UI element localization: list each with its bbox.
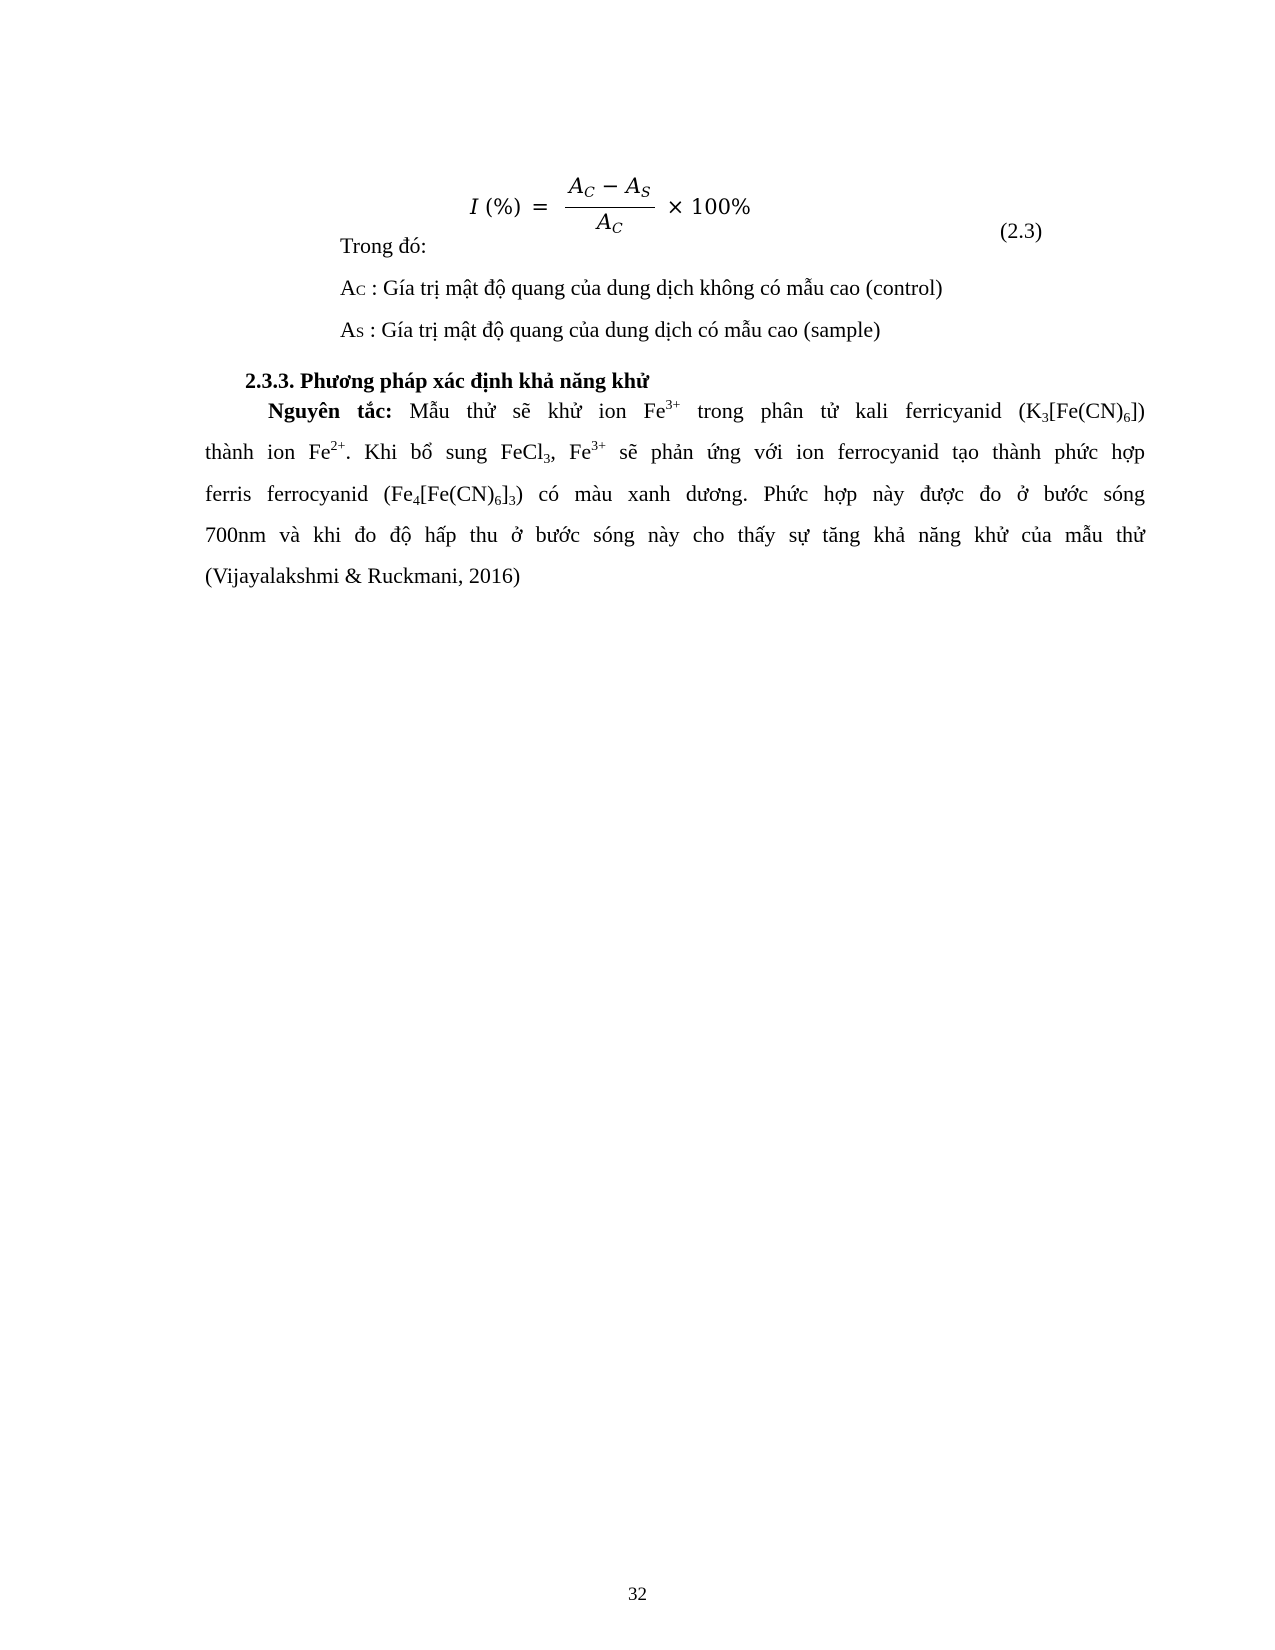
formula-2-3	[470, 172, 751, 242]
formula-lhs: I (%)	[470, 195, 522, 219]
definition-ac: AC : Gía trị mật độ quang của dung dịch không có mẫu cao (control)	[340, 275, 943, 300]
fraction-denominator: $A_C$	[596, 209, 623, 237]
fraction-numerator: $A_C - A_S$	[568, 173, 651, 201]
formula-equals: =	[531, 195, 549, 219]
formula-fraction	[565, 172, 655, 243]
definitions-intro: Trong đó:	[340, 233, 427, 258]
section-heading: 2.3.3. Phương pháp xác định khả năng khử	[245, 368, 650, 393]
paragraph-line-1: Nguyên tắc: Mẫu thử sẽ khử ion $Fe^{3+}$ trong phân tử kali ferricyanid $(K_3[Fe(CN)_6])$	[268, 398, 1145, 426]
paragraph-line-5: (Vijayalakshmi & Ruckmani, 2016)	[205, 563, 521, 588]
paragraph-line-3: ferris ferrocyanid $(Fe_4[Fe(CN)_6]_3)$ có màu xanh dương. Phức hợp này được đo ở bước sóng	[205, 481, 1145, 509]
equation-number: (2.3)	[1000, 218, 1043, 243]
principle-label: Nguyên tắc:	[268, 398, 393, 423]
paragraph-line-4: 700nm và khi đo độ hấp thu ở bước sóng này cho thấy sự tăng khả năng khử của mẫu thử	[205, 522, 1145, 547]
paragraph-line-2: thành ion $Fe^{2+}$. Khi bổ sung FeCl$_3$, $Fe^{3+}$ sẽ phản ứng với ion ferrocyanid tạo thành phức hợp	[205, 439, 1145, 467]
definition-as: AS : Gía trị mật độ quang của dung dịch có mẫu cao (sample)	[340, 317, 881, 342]
formula-multiplier: × 100%	[666, 195, 751, 219]
page-number: 32	[628, 1584, 647, 1605]
